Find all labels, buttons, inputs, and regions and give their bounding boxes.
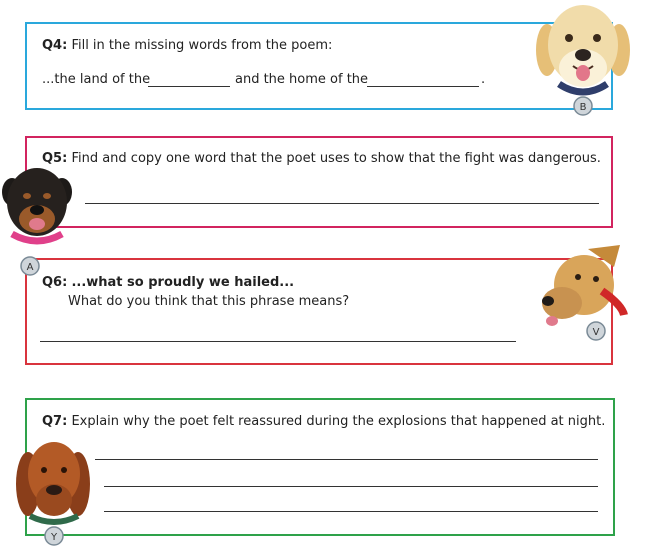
q7-answer-line-1[interactable] bbox=[95, 459, 598, 460]
q6-quote: ...what so proudly we hailed... bbox=[71, 275, 295, 290]
q7-prompt: Explain why the poet felt reassured during the explosions that happened at night. bbox=[71, 414, 606, 429]
q4-blank-2[interactable] bbox=[367, 86, 479, 87]
q4-prompt: Fill in the missing words from the poem: bbox=[71, 38, 333, 53]
q6-prompt: What do you think that this phrase means? bbox=[68, 294, 350, 309]
golden-retriever-dog-image bbox=[533, 0, 633, 120]
q5-prompt: Find and copy one word that the poet uses to show that the fight was dangerous. bbox=[71, 151, 601, 166]
q7-question bbox=[42, 414, 605, 430]
q5-box bbox=[25, 136, 613, 228]
q5-answer-line[interactable] bbox=[85, 203, 599, 204]
q6-answer-line[interactable] bbox=[40, 341, 516, 342]
bloodhound-dog-image bbox=[12, 436, 96, 548]
q7-answer-line-3[interactable] bbox=[104, 511, 598, 512]
q4-box bbox=[25, 22, 613, 110]
q4-fragment-2: and the home of the bbox=[235, 72, 369, 87]
q6-number: Q6: bbox=[42, 275, 68, 290]
q6-question bbox=[42, 275, 294, 291]
q7-number: Q7: bbox=[42, 414, 68, 429]
airedale-terrier-dog-image bbox=[540, 243, 632, 347]
q6-dog-tag-letter: V bbox=[592, 327, 600, 338]
q4-dog-tag-letter: B bbox=[579, 102, 587, 113]
q4-fragment-3: . bbox=[481, 72, 486, 87]
q7-dog-tag-letter: Y bbox=[50, 532, 58, 543]
q4-fragment-1: ...the land of the bbox=[42, 72, 151, 87]
rottweiler-dog-image bbox=[0, 162, 78, 278]
q5-question bbox=[42, 151, 601, 167]
q4-question bbox=[42, 38, 332, 54]
q4-number: Q4: bbox=[42, 38, 68, 53]
q7-answer-line-2[interactable] bbox=[104, 486, 598, 487]
q5-dog-tag-letter: A bbox=[26, 262, 34, 273]
q4-blank-1[interactable] bbox=[148, 86, 230, 87]
q5-number: Q5: bbox=[42, 151, 68, 166]
